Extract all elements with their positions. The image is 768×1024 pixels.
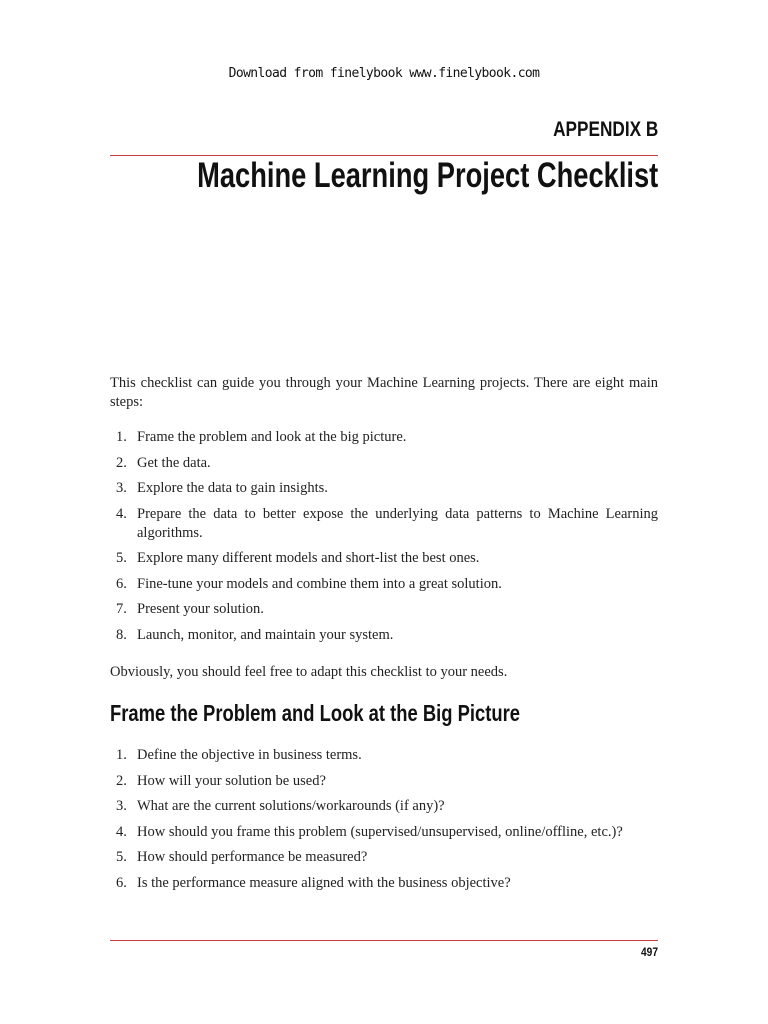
- main-steps-list: [110, 428, 658, 651]
- appendix-label: APPENDIX B: [552, 118, 658, 141]
- list-item: 3. What are the current solutions/workarounds (if any)?: [116, 798, 445, 814]
- list-item: 6. Is the performance measure aligned with the business objective?: [116, 874, 511, 891]
- list-item: 8. Launch, monitor, and maintain your system.: [116, 626, 394, 643]
- list-item: 2. How will your solution be used?: [116, 772, 326, 789]
- list-item: 4. How should you frame this problem (supervised/unsupervised, online/offline, etc.)?: [116, 823, 623, 840]
- list-item: 1. Frame the problem and look at the big picture.: [116, 429, 407, 445]
- list-item: 5. How should performance be measured?: [116, 849, 368, 865]
- list-item: 2. Get the data.: [116, 454, 211, 471]
- page-number: 497: [640, 945, 658, 959]
- frame-problem-list: [110, 746, 658, 899]
- download-watermark: Download from finelybook www.finelybook.com: [228, 66, 540, 81]
- footer-rule: [110, 940, 658, 941]
- list-item: 6. Fine-tune your models and combine them into a great solution.: [116, 575, 502, 592]
- closing-paragraph: Obviously, you should feel free to adapt this checklist to your needs.: [110, 664, 508, 680]
- list-item: 3. Explore the data to gain insights.: [116, 480, 328, 496]
- list-item: 1. Define the objective in business terms.: [116, 747, 362, 763]
- list-item: 4. Prepare the data to better expose the underlying data patterns to Machine Learning algorithms.: [116, 505, 658, 541]
- list-item: 5. Explore many different models and short-list the best ones.: [116, 550, 480, 566]
- section-heading: Frame the Problem and Look at the Big Picture: [110, 700, 520, 726]
- intro-paragraph: This checklist can guide you through your Machine Learning projects. There are eight main steps:: [110, 375, 658, 410]
- list-item: 7. Present your solution.: [116, 601, 264, 617]
- chapter-title: Machine Learning Project Checklist: [196, 156, 658, 195]
